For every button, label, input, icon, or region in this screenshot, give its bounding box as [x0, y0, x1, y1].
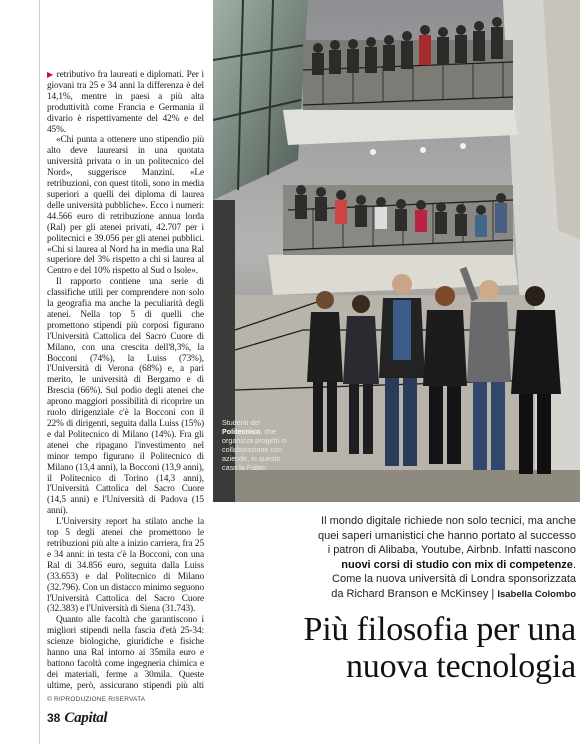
deck-text: da Richard Branson e McKinsey |	[331, 587, 495, 600]
article-paragraph: Il rapporto contiene una serie di classifiche utili per comprendere non solo la geografia ma anche la peculiarità degli atenei. Nella top 5 di quelli che promettono stipendi più corposi figurano l'Università Cattolica del Sacro Cuore di Milano, con una crescita dell'8,3%, la Bocconi (74%), la Luiss (73%), l'Università di Verona (68%) e, a pari merito, le università di Bergamo e di Brescia (66%). Sul podio degli atenei che aprono maggiori possibilità di ricoprire un ruolo dirigenziale c'è la Bocconi con il 22% di dirigenti, seguita dalla Luiss (15%) e dal Politecnico di Milano (14%). Fra gli atenei che ripagano l'investimento nel minor tempo figurano il Politecnico di Milano (13,4 anni), la Bocconi (13,9 anni), il Politecnico di Torino (14,3 anni), l'Università Cattolica del Sacro Cuore (14,5 anni) e l'Università di Padova (15 anni).	[47, 277, 204, 517]
page-folio	[47, 710, 107, 727]
deck-line: quei saperi umanistici che hanno portato al successo	[317, 529, 576, 542]
deck-line: Il mondo digitale richiede non solo tecnici, ma anche	[321, 515, 576, 527]
page-number: 38	[47, 711, 61, 725]
magazine-logo: Capital	[64, 710, 108, 726]
article-paragraph	[47, 70, 204, 135]
photo-caption	[222, 418, 294, 472]
article-paragraph	[47, 615, 204, 692]
article-paragraph: «Chi punta a ottenere uno stipendio più alto deve laurearsi in una quotata università privata o in un politecnico del Nord», suggerisce Manzini. «Le retribuzioni, con quest titoli, sono in media superiori a quelli dei diploma di laurea delle università pubbliche». Ecco i numeri: 44.566 euro di retribuzione annua lorda (Ral) per gli atenei privati, 42.707 per i politecnici e 39.056 per gli atenei pubblici. «Chi si laurea al Nord ha in media una Ral superiore del 3% rispetto a chi si laurea al Centro e del 10% rispetto al Sud o Isole».	[47, 135, 204, 277]
caption-text: , che organizza progetti in collaborazione con aziende, in questo caso la Faber.	[222, 427, 287, 472]
deck-line: Come la nuova università di Londra sponsorizzata	[332, 573, 576, 586]
caption-text: Studenti del	[222, 418, 260, 427]
deck-line	[226, 587, 576, 603]
page-margin-rule	[39, 0, 40, 744]
deck-line: i patron di Alibaba, Youtube, Airbnb. Infatti nascono	[327, 544, 576, 557]
copyright-notice: © RIPRODUZIONE RISERVATA	[47, 696, 146, 703]
article-paragraph: L'University report ha stilato anche la top 5 degli atenei che promettono le retribuzioni più alte a inizio carriera, fra 25 e 34 anni: in testa c'è la Bocconi, con una Ral di 34.856 euro, seguita dalla Luiss (33.653) e dal Politecnico di Milano (32.796). Con un distacco minimo seguono l'Università Cattolica del Sacro Cuore (32.383) e l'Università di Siena (31.743).	[47, 517, 204, 615]
deck-punct: .	[572, 558, 576, 571]
continuation-triangle-icon: ▶	[47, 70, 54, 79]
deck-line	[226, 558, 576, 573]
article-deck	[226, 514, 576, 603]
headline	[190, 611, 576, 685]
paragraph-text: Quanto alle facoltà che garantiscono i migliori stipendi nella fascia d'età 25-34: scienze biologiche, giuridiche e fisiche hanno una Ral intorno ai 35mila euro e battono facoltà come ingegneria chimica e dei materiali, ferme a 30mila. Queste ultime, però, assicurano stipendi più alti	[47, 615, 204, 691]
caption-bold: Politecnico	[222, 427, 261, 436]
paragraph-text: retributivo fra laureati e diplomati. Per i giovani tra 25 e 34 anni la differenza è del 14,1%, mentre in paesi a più alta produttività come Francia e Germania il divario è rispettivamente del 42% e del 45%.	[47, 70, 204, 135]
headline-line: Più filosofia per una	[303, 611, 576, 648]
article-body-column	[47, 70, 204, 692]
headline-line: nuova tecnologia	[345, 648, 576, 685]
deck-highlight: nuovi corsi di studio con mix di competenze	[341, 558, 573, 571]
author-byline: Isabella Colombo	[497, 588, 576, 600]
